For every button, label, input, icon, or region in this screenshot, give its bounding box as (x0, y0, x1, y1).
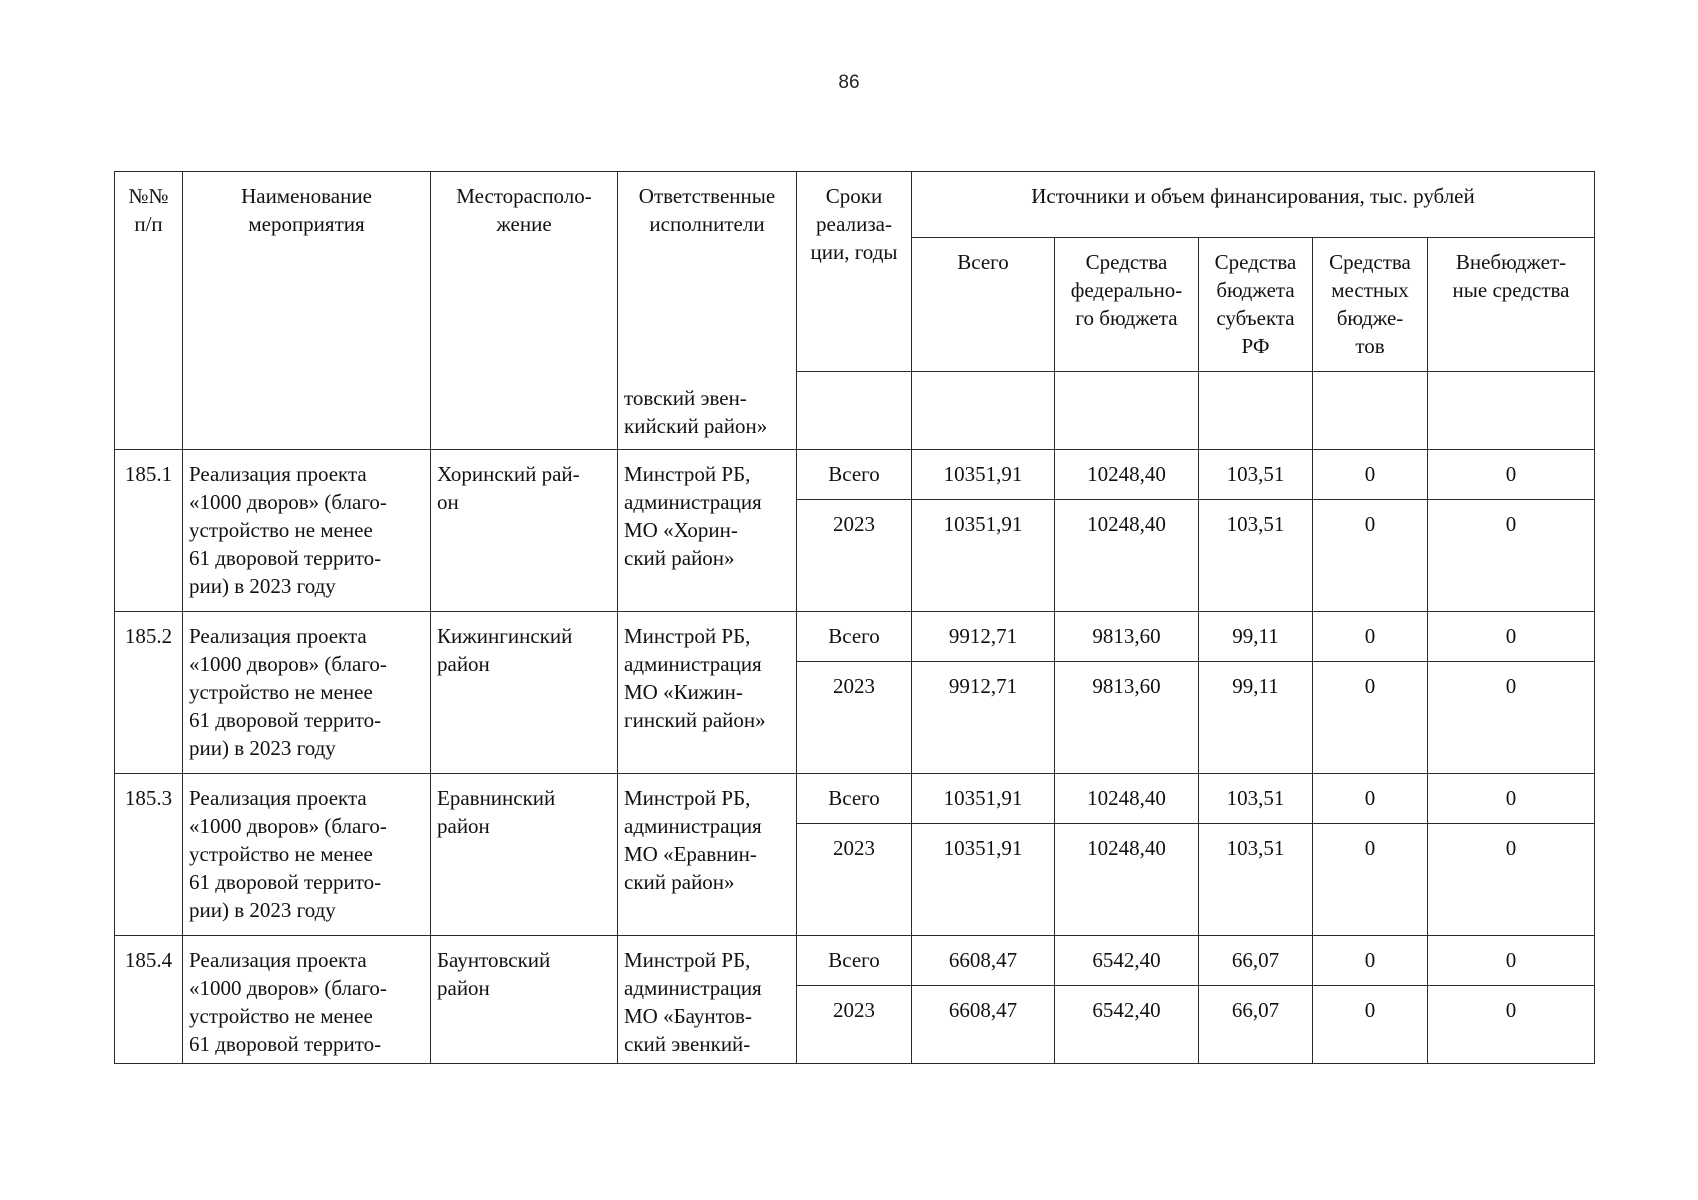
cell-subject: 103,51 (1199, 500, 1313, 612)
cell-total: 9912,71 (912, 612, 1055, 662)
carryover-empty-extra (1428, 372, 1595, 450)
cell-total: 10351,91 (912, 450, 1055, 500)
carryover-responsible: товский эвен- кийский район» (618, 372, 797, 450)
cell-extra: 0 (1428, 936, 1595, 986)
row-location: Еравнинский район (431, 774, 618, 936)
cell-federal: 10248,40 (1055, 824, 1199, 936)
row-name: Реализация проекта «1000 дворов» (благо- устройство не менее 61 дворовой террито- рии) в 2023 году (183, 774, 431, 936)
cell-term: 2023 (797, 824, 912, 936)
header-location: Месторасполо- жение (431, 172, 618, 450)
cell-total: 6608,47 (912, 936, 1055, 986)
cell-federal: 10248,40 (1055, 450, 1199, 500)
cell-subject: 99,11 (1199, 662, 1313, 774)
header-local: Средства местных бюдже- тов (1313, 238, 1428, 372)
cell-local: 0 (1313, 824, 1428, 936)
cell-subject: 66,07 (1199, 936, 1313, 986)
cell-local: 0 (1313, 936, 1428, 986)
header-funding: Источники и объем финансирования, тыс. рублей (912, 172, 1595, 238)
row-location: Баунтовский район (431, 936, 618, 1064)
header-terms: Сроки реализа- ции, годы (797, 172, 912, 372)
header-federal: Средства федерально- го бюджета (1055, 238, 1199, 372)
cell-term: Всего (797, 774, 912, 824)
cell-federal: 9813,60 (1055, 662, 1199, 774)
carryover-empty-local (1313, 372, 1428, 450)
cell-subject: 103,51 (1199, 824, 1313, 936)
cell-term: 2023 (797, 500, 912, 612)
row-location: Хоринский рай- он (431, 450, 618, 612)
header-name: Наименование мероприятия (183, 172, 431, 450)
row-number: 185.1 (115, 450, 183, 612)
cell-term: 2023 (797, 662, 912, 774)
cell-federal: 10248,40 (1055, 774, 1199, 824)
funding-table (114, 171, 1595, 1064)
cell-extra: 0 (1428, 500, 1595, 612)
carryover-empty-total (912, 372, 1055, 450)
table-row (115, 936, 1595, 986)
cell-total: 10351,91 (912, 824, 1055, 936)
cell-subject: 103,51 (1199, 450, 1313, 500)
header-responsible: Ответственные исполнители (618, 172, 797, 372)
row-number: 185.2 (115, 612, 183, 774)
cell-local: 0 (1313, 774, 1428, 824)
cell-extra: 0 (1428, 612, 1595, 662)
row-responsible: Минстрой РБ, администрация МО «Баунтов- ский эвенкий- (618, 936, 797, 1064)
cell-term: Всего (797, 612, 912, 662)
cell-total: 10351,91 (912, 500, 1055, 612)
cell-extra: 0 (1428, 824, 1595, 936)
cell-term: Всего (797, 450, 912, 500)
cell-local: 0 (1313, 662, 1428, 774)
carryover-empty-subject (1199, 372, 1313, 450)
cell-extra: 0 (1428, 662, 1595, 774)
cell-extra: 0 (1428, 774, 1595, 824)
cell-term: 2023 (797, 986, 912, 1064)
cell-local: 0 (1313, 500, 1428, 612)
row-responsible: Минстрой РБ, администрация МО «Хорин- ский район» (618, 450, 797, 612)
cell-federal: 10248,40 (1055, 500, 1199, 612)
cell-term: Всего (797, 936, 912, 986)
cell-federal: 9813,60 (1055, 612, 1199, 662)
header-extra: Внебюджет- ные средства (1428, 238, 1595, 372)
header-num: №№ п/п (115, 172, 183, 450)
header-row-1 (115, 172, 1595, 238)
cell-local: 0 (1313, 986, 1428, 1064)
cell-subject: 99,11 (1199, 612, 1313, 662)
cell-total: 10351,91 (912, 774, 1055, 824)
cell-subject: 103,51 (1199, 774, 1313, 824)
cell-extra: 0 (1428, 450, 1595, 500)
row-name: Реализация проекта «1000 дворов» (благо- устройство не менее 61 дворовой террито- рии) в 2023 году (183, 450, 431, 612)
row-number: 185.3 (115, 774, 183, 936)
cell-total: 6608,47 (912, 986, 1055, 1064)
cell-federal: 6542,40 (1055, 936, 1199, 986)
page-number: 86 (838, 72, 860, 93)
table-row (115, 612, 1595, 662)
carryover-empty-terms (797, 372, 912, 450)
cell-total: 9912,71 (912, 662, 1055, 774)
row-responsible: Минстрой РБ, администрация МО «Кижин- гинский район» (618, 612, 797, 774)
row-location: Кижингинский район (431, 612, 618, 774)
row-name: Реализация проекта «1000 дворов» (благо- устройство не менее 61 дворовой террито- рии) в 2023 году (183, 612, 431, 774)
row-name: Реализация проекта «1000 дворов» (благо- устройство не менее 61 дворовой террито- (183, 936, 431, 1064)
header-subject: Средства бюджета субъекта РФ (1199, 238, 1313, 372)
carryover-empty-federal (1055, 372, 1199, 450)
cell-subject: 66,07 (1199, 986, 1313, 1064)
row-responsible: Минстрой РБ, администрация МО «Еравнин- ский район» (618, 774, 797, 936)
header-total: Всего (912, 238, 1055, 372)
table-row (115, 774, 1595, 824)
row-number: 185.4 (115, 936, 183, 1064)
table-row (115, 450, 1595, 500)
cell-local: 0 (1313, 450, 1428, 500)
cell-local: 0 (1313, 612, 1428, 662)
cell-extra: 0 (1428, 986, 1595, 1064)
cell-federal: 6542,40 (1055, 986, 1199, 1064)
